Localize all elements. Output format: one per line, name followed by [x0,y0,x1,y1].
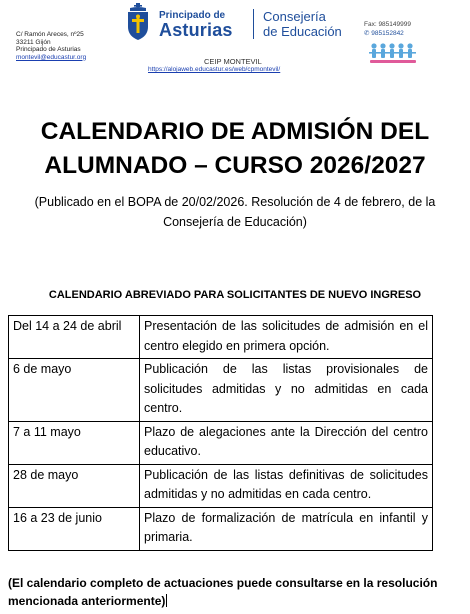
row-date: 6 de mayo [9,359,140,422]
row-description: Publicación de las listas provisionales de solicitudes admitidas y no admitidas en cada centro. [140,359,433,422]
government-logo [125,3,350,55]
table-row [9,316,433,359]
row-date: 7 a 11 mayo [9,421,140,464]
footnote-line: (El calendario completo de actuaciones puede consultarse en la resolución [8,576,438,590]
row-description: Plazo de formalización de matrícula en infantil y primaria. [140,507,433,550]
row-description: Plazo de alegaciones ante la Dirección del centro educativo. [140,421,433,464]
row-date: Del 14 a 24 de abril [9,316,140,359]
table-row [9,507,433,550]
website-link[interactable]: https://alojaweb.educastur.es/web/cpmontevil/ [148,66,281,73]
table-row [9,359,433,422]
footnote-line: mencionada anteriormente) [8,594,166,608]
table-row [9,464,433,507]
email-link[interactable]: montevil@educastur.org [16,53,87,61]
footnote [8,574,463,610]
text-cursor [166,594,167,607]
logo-divider [253,9,254,39]
address-line: C/ Ramón Areces, nº25 [16,31,84,38]
fax-number: Fax: 985149999 [364,21,411,28]
title-line: ALUMNADO – CURSO 2026/2027 [44,152,426,179]
page-title [0,115,470,183]
phone-number: 985152842 [371,30,404,37]
table-heading: CALENDARIO ABREVIADO PARA SOLICITANTES DE NUEVO INGRESO [48,289,422,301]
school-name: CEIP MONTEVIL [204,57,262,66]
logo-educacion-text: de Educación [263,24,342,39]
publication-line: Consejería de Educación) [163,215,307,229]
contact-info [364,20,411,38]
row-description: Publicación de las listas definitivas de solicitudes admitidas y no admitidas en cada centro. [140,464,433,507]
phone-row [364,29,411,38]
school-address [16,31,86,61]
logo-asturias-text: Asturias [159,20,233,40]
table-row [9,421,433,464]
logo-consejeria-text: Consejería [263,9,326,24]
admission-calendar-table [8,315,433,551]
address-line: Principado de Asturias [16,46,81,53]
row-date: 16 a 23 de junio [9,507,140,550]
publication-note [14,192,456,232]
phone-icon: ✆ [364,30,372,37]
row-description: Presentación de las solicitudes de admisión en el centro elegido en primera opción. [140,316,433,359]
address-line: 33211 Gijón [16,38,51,46]
asturias-shield-icon [125,3,151,41]
logo-principado-text: Principado de [159,10,226,21]
title-line: CALENDARIO DE ADMISIÓN DEL [40,118,430,145]
publication-line: (Publicado en el BOPA de 20/02/2026. Resolución de 4 de febrero, de la [34,195,436,209]
school-children-logo-icon [366,42,420,66]
row-date: 28 de mayo [9,464,140,507]
footnote-line-wrap [8,592,463,610]
